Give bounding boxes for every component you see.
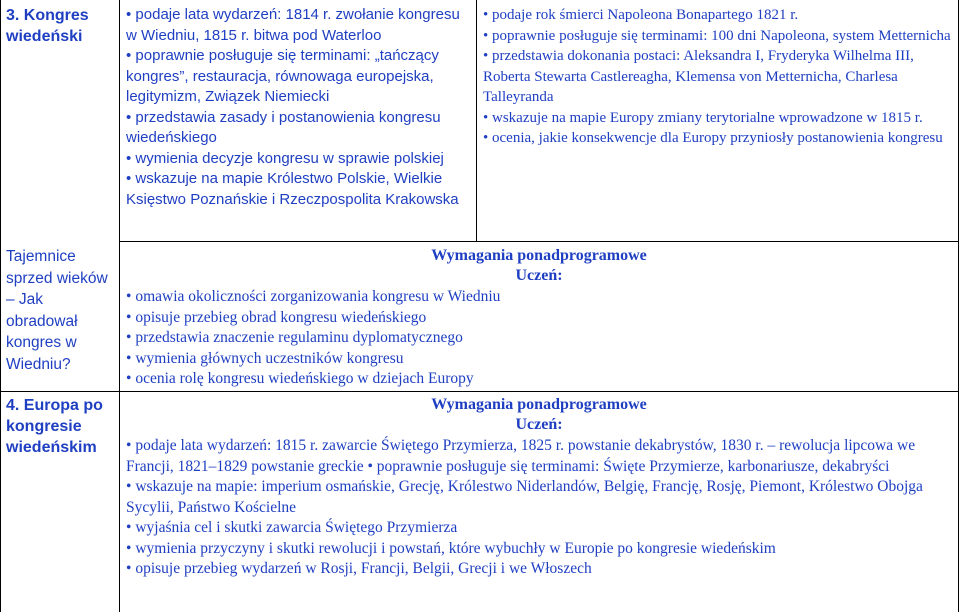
side-topic-title: Tajemnice sprzed wieków – Jak obradował kongres w Wiedniu? (6, 248, 108, 373)
list-item: • podaje lata wydarzeń: 1815 r. zawarcie Świętego Przymierza, 1825 r. powstanie dekabrystów, 1830 r. – rewolucja lipcowa we Francji, 1821‒1829 powstanie greckie • poprawnie posługuje się terminami: Święte Przymierze, karbonariusze, dekabryści (126, 436, 954, 477)
row-divider-2 (0, 391, 959, 392)
list-item: • poprawnie posługuje się terminami: 100 dni Napoleona, system Metternicha (483, 26, 953, 47)
topic-4-title: 4. Europa po kongresie wiedeńskim (6, 397, 103, 456)
section2-heading: Wymagania ponadprogramowe (431, 247, 647, 264)
section1-col3-list (483, 5, 953, 149)
list-item: • przedstawia dokonania postaci: Aleksandra I, Fryderyka Wilhelma III, Roberta Stewarta Castlereagha, Klemensa von Metternicha, Charlesa Talleyranda (483, 46, 953, 108)
list-item: • podaje lata wydarzeń: 1814 r. zwołanie kongresu w Wiedniu, 1815 r. bitwa pod Waterloo (126, 5, 472, 46)
section2-list (126, 287, 954, 390)
topic-3-title: 3. Kongres wiedeński (6, 7, 89, 45)
table-border-left (0, 0, 1, 612)
section2-subheading: Uczeń: (515, 267, 563, 284)
list-item: • wyjaśnia cel i skutki zawarcia Świętego Przymierza (126, 518, 954, 539)
list-item: • wskazuje na mapie Królestwo Polskie, Wielkie Księstwo Poznańskie i Rzeczpospolita Krakowska (126, 169, 472, 210)
list-item: • wymienia głównych uczestników kongresu (126, 349, 954, 370)
list-item: • opisuje przebieg wydarzeń w Rosji, Francji, Belgii, Grecji i we Włoszech (126, 559, 954, 580)
list-item: • ocenia rolę kongresu wiedeńskiego w dziejach Europy (126, 369, 954, 390)
list-item: • wskazuje na mapie Europy zmiany terytorialne wprowadzone w 1815 r. (483, 108, 953, 129)
section1-col2-list (126, 5, 472, 210)
table-border-right (958, 0, 959, 612)
table-divider-col2 (476, 0, 477, 241)
section3-subheading: Uczeń: (515, 416, 563, 433)
list-item: • opisuje przebieg obrad kongresu wiedeńskiego (126, 308, 954, 329)
list-item: • przedstawia znaczenie regulaminu dyplomatycznego (126, 328, 954, 349)
table-divider-col1 (119, 0, 120, 612)
list-item: • ocenia, jakie konsekwencje dla Europy przyniosły postanowienia kongresu (483, 128, 953, 149)
section3-heading: Wymagania ponadprogramowe (431, 396, 647, 413)
section3-list (126, 436, 954, 580)
list-item: • wskazuje na mapie: imperium osmańskie, Grecję, Królestwo Niderlandów, Belgię, Francję, Rosję, Piemont, Królestwo Obojga Sycylii, Państwo Kościelne (126, 477, 954, 518)
list-item: • omawia okoliczności zorganizowania kongresu w Wiedniu (126, 287, 954, 308)
list-item: • przedstawia zasady i postanowienia kongresu wiedeńskiego (126, 108, 472, 149)
row-divider-1 (119, 241, 959, 242)
list-item: • podaje rok śmierci Napoleona Bonapartego 1821 r. (483, 5, 953, 26)
list-item: • poprawnie posługuje się terminami: „tańczący kongres”, restauracja, równowaga europejska, legitymizm, Związek Niemiecki (126, 46, 472, 108)
list-item: • wymienia przyczyny i skutki rewolucji i powstań, które wybuchły w Europie po kongresie wiedeńskim (126, 539, 954, 560)
list-item: • wymienia decyzje kongresu w sprawie polskiej (126, 149, 472, 170)
